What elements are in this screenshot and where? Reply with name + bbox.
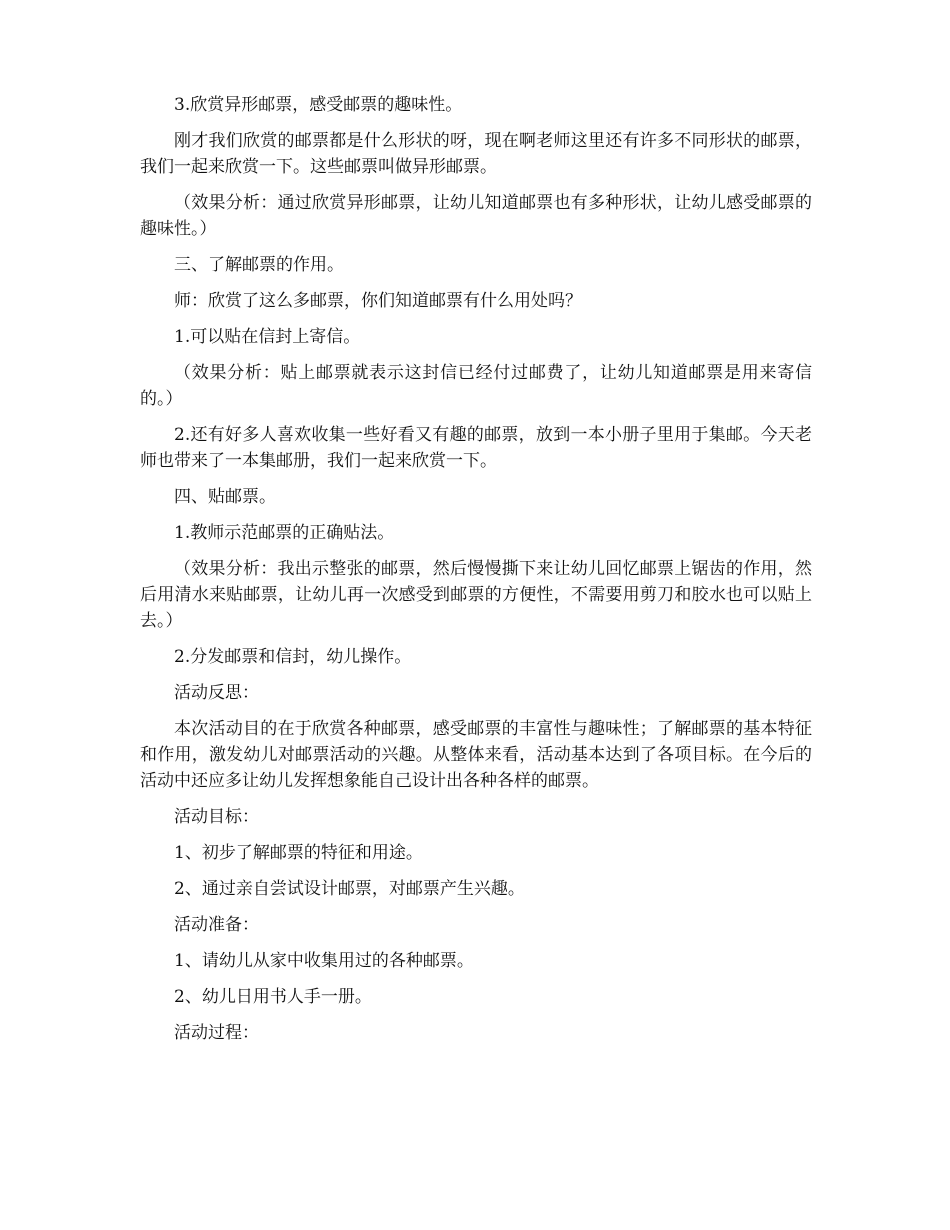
paragraph-demo-step: 1.教师示范邮票的正确贴法。 — [174, 523, 395, 543]
paragraph-process-heading: 活动过程： — [174, 1023, 259, 1043]
paragraph-teacher-question: 师：欣赏了这么多邮票，你们知道邮票有什么用处吗？ — [174, 291, 582, 311]
paragraph-preparation-2: 2、幼儿日用书人手一册。 — [174, 987, 372, 1007]
paragraph-reflection-body: 本次活动目的在于欣赏各种邮票，感受邮票的丰富性与趣味性；了解邮票的基本特征和作用，激发幼儿对邮票活动的兴趣。从整体来看，活动基本达到了各项目标。在今后的活动中还应多让幼儿发挥想象能自己设计出各种各样的邮票。 — [140, 719, 812, 791]
paragraph-effect-analysis-1: （效果分析：通过欣赏异形邮票，让幼儿知道邮票也有多种形状，让幼儿感受邮票的趣味性。） — [140, 193, 812, 239]
paragraph-goal-1: 1、初步了解邮票的特征和用途。 — [174, 843, 423, 863]
paragraph-distribute-step: 2.分发邮票和信封，幼儿操作。 — [174, 647, 412, 667]
paragraph-section-4-heading: 四、贴邮票。 — [174, 487, 276, 507]
paragraph-use-1: 1.可以贴在信封上寄信。 — [174, 327, 361, 347]
paragraph-effect-analysis-3: （效果分析：我出示整张的邮票，然后慢慢撕下来让幼儿回忆邮票上锯齿的作用，然后用清水来贴邮票，让幼儿再一次感受到邮票的方便性，不需要用剪刀和胶水也可以贴上去。） — [140, 559, 812, 631]
paragraph-heading-appreciate-shaped-stamps: 3.欣赏异形邮票，感受邮票的趣味性。 — [174, 95, 463, 115]
paragraph-teacher-shaped-stamps: 刚才我们欣赏的邮票都是什么形状的呀，现在啊老师这里还有许多不同形状的邮票，我们一起来欣赏一下。这些邮票叫做异形邮票。 — [140, 131, 812, 177]
paragraph-goals-heading: 活动目标： — [174, 807, 259, 827]
paragraph-goal-2: 2、通过亲自尝试设计邮票，对邮票产生兴趣。 — [174, 879, 525, 899]
document-body — [140, 92, 812, 1056]
paragraph-use-2: 2.还有好多人喜欢收集一些好看又有趣的邮票，放到一本小册子里用于集邮。今天老师也带来了一本集邮册，我们一起来欣赏一下。 — [140, 425, 812, 471]
paragraph-preparation-heading: 活动准备： — [174, 915, 259, 935]
paragraph-section-3-heading: 三、了解邮票的作用。 — [174, 255, 344, 275]
paragraph-preparation-1: 1、请幼儿从家中收集用过的各种邮票。 — [174, 951, 474, 971]
paragraph-effect-analysis-2: （效果分析：贴上邮票就表示这封信已经付过邮费了，让幼儿知道邮票是用来寄信的。） — [140, 363, 812, 409]
paragraph-reflection-heading: 活动反思： — [174, 683, 259, 703]
